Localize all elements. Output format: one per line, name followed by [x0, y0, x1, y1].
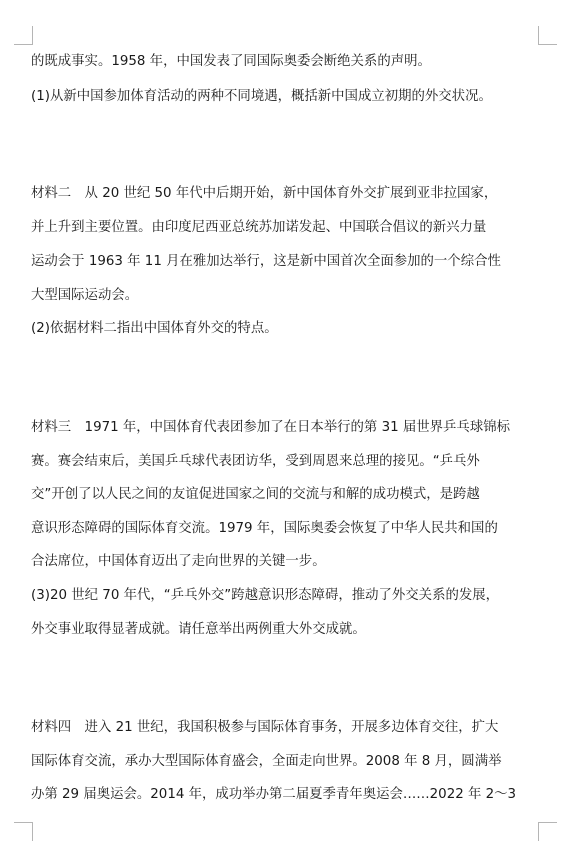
- question-3-line: 外交事业取得显著成就。请任意举出两例重大外交成就。: [31, 622, 366, 637]
- material-4-line: 办第 29 届奥运会。2014 年，成功举办第二届夏季青年奥运会……2022 年 2～3: [31, 787, 517, 802]
- material-4-line: 国际体育交流，承办大型国际体育盛会，全面走向世界。2008 年 8 月，圆满举: [31, 754, 502, 769]
- material-4-line: 材料四 进入 21 世纪，我国积极参与国际体育事务，开展多边体育交往，扩大: [31, 720, 499, 735]
- text-line: 的既成事实。1958 年，中国发表了同国际奥委会断绝关系的声明。: [31, 54, 431, 69]
- material-2-line: 材料二 从 20 世纪 50 年代中后期开始，新中国体育外交扩展到亚非拉国家，: [31, 186, 498, 201]
- material-3-line: 赛。赛会结束后，美国乒乓球代表团访华，受到周恩来总理的接见。“乒乓外: [31, 454, 480, 469]
- question-1: (1)从新中国参加体育活动的两种不同境遇，概括新中国成立初期的外交状况。: [31, 89, 492, 104]
- material-3-line: 交”开创了以人民之间的友谊促进国家之间的交流与和解的成功模式，是跨越: [31, 487, 480, 502]
- material-2-line: 大型国际运动会。: [31, 288, 139, 303]
- material-3-line: 合法席位，中国体育迈出了走向世界的关键一步。: [31, 554, 326, 569]
- material-2-line: 运动会于 1963 年 11 月在雅加达举行，这是新中国首次全面参加的一个综合性: [31, 254, 501, 269]
- material-3-line: 材料三 1971 年，中国体育代表团参加了在日本举行的第 31 届世界乒乓球锦标: [31, 420, 510, 435]
- material-3-line: 意识形态障碍的国际体育交流。1979 年，国际奥委会恢复了中华人民共和国的: [31, 521, 498, 536]
- crop-mark-top-right: [538, 26, 557, 45]
- material-2-line: 并上升到主要位置。由印度尼西亚总统苏加诺发起、中国联合倡议的新兴力量: [31, 220, 487, 235]
- question-2: (2)依据材料二指出中国体育外交的特点。: [31, 321, 278, 336]
- question-3: (3)20 世纪 70 年代，“乒乓外交”跨越意识形态障碍，推动了外交关系的发展，: [31, 588, 500, 603]
- crop-mark-top-left: [14, 26, 33, 45]
- crop-mark-bottom-left: [14, 822, 33, 841]
- crop-mark-bottom-right: [538, 822, 557, 841]
